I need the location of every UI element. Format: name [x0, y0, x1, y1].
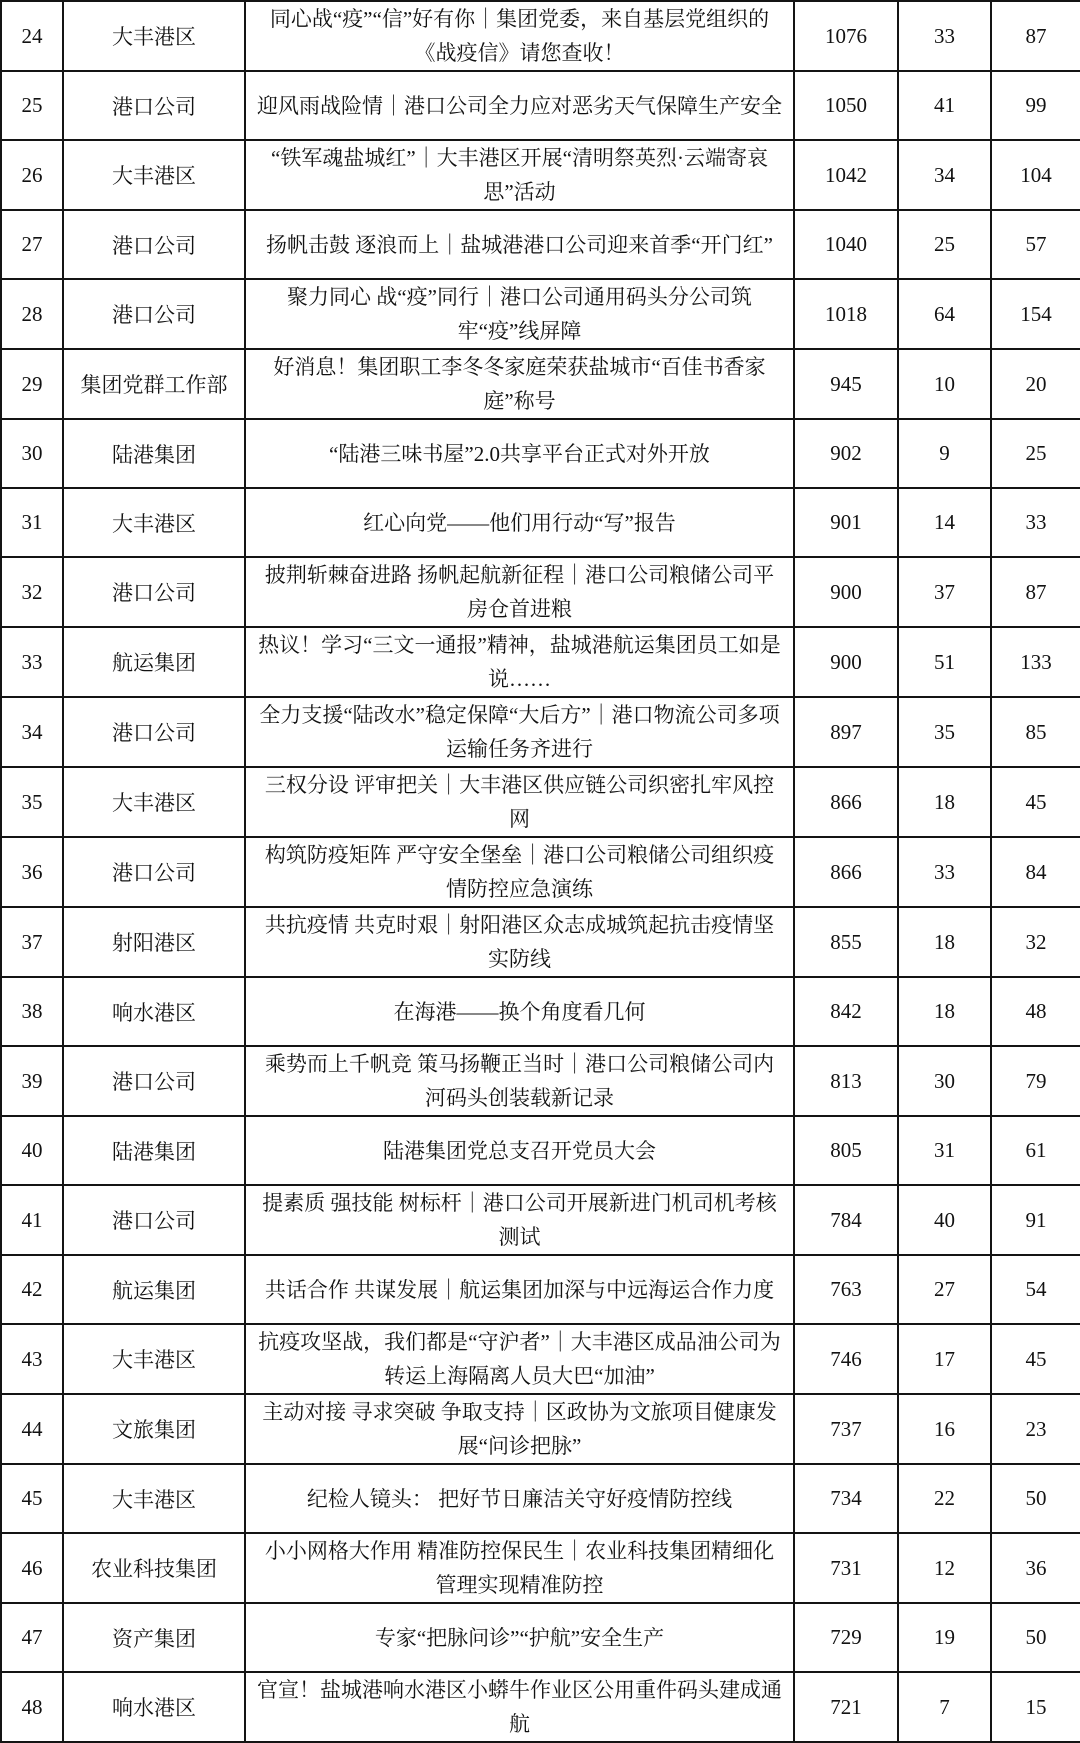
count-cell-1: 1076 [794, 1, 898, 71]
article-title-cell: 热议！学习“三文一通报”精神，盐城港航运集团员工如是说…… [245, 627, 794, 697]
department-cell: 港口公司 [63, 1046, 245, 1116]
count-cell-3: 15 [991, 1672, 1080, 1742]
count-cell-1: 734 [794, 1464, 898, 1533]
article-title-cell: 披荆斩棘奋进路 扬帆起航新征程｜港口公司粮储公司平房仓首进粮 [245, 557, 794, 627]
article-title-cell: 迎风雨战险情｜港口公司全力应对恶劣天气保障生产安全 [245, 71, 794, 140]
table-row [1, 279, 1080, 349]
count-cell-1: 729 [794, 1603, 898, 1672]
department-cell: 大丰港区 [63, 140, 245, 210]
article-title-cell: 主动对接 寻求突破 争取支持｜区政协为文旅项目健康发展“问诊把脉” [245, 1394, 794, 1464]
department-cell: 响水港区 [63, 977, 245, 1046]
article-title-cell: 扬帆击鼓 逐浪而上｜盐城港港口公司迎来首季“开门红” [245, 210, 794, 279]
table-row [1, 1464, 1080, 1533]
count-cell-2: 25 [898, 210, 991, 279]
count-cell-2: 41 [898, 71, 991, 140]
department-cell: 响水港区 [63, 1672, 245, 1742]
article-title-cell: 在海港——换个角度看几何 [245, 977, 794, 1046]
article-title-cell: 共话合作 共谋发展｜航运集团加深与中远海运合作力度 [245, 1255, 794, 1324]
rank-cell: 42 [1, 1255, 63, 1324]
count-cell-3: 154 [991, 279, 1080, 349]
count-cell-1: 900 [794, 557, 898, 627]
department-cell: 大丰港区 [63, 767, 245, 837]
rank-cell: 38 [1, 977, 63, 1046]
count-cell-1: 900 [794, 627, 898, 697]
count-cell-3: 87 [991, 557, 1080, 627]
article-title-cell: 陆港集团党总支召开党员大会 [245, 1116, 794, 1185]
count-cell-1: 721 [794, 1672, 898, 1742]
count-cell-1: 805 [794, 1116, 898, 1185]
count-cell-1: 866 [794, 837, 898, 907]
table-row [1, 1603, 1080, 1672]
article-title-cell: 乘势而上千帆竞 策马扬鞭正当时｜港口公司粮储公司内河码头创装载新记录 [245, 1046, 794, 1116]
department-cell: 文旅集团 [63, 1394, 245, 1464]
rank-cell: 45 [1, 1464, 63, 1533]
count-cell-2: 18 [898, 767, 991, 837]
table-row [1, 767, 1080, 837]
table-row [1, 837, 1080, 907]
table-row [1, 1, 1080, 71]
count-cell-3: 25 [991, 419, 1080, 488]
rank-cell: 29 [1, 349, 63, 419]
count-cell-3: 99 [991, 71, 1080, 140]
count-cell-2: 40 [898, 1185, 991, 1255]
count-cell-1: 746 [794, 1324, 898, 1394]
count-cell-2: 12 [898, 1533, 991, 1603]
count-cell-3: 54 [991, 1255, 1080, 1324]
count-cell-3: 33 [991, 488, 1080, 557]
table-row [1, 1116, 1080, 1185]
table-row [1, 1046, 1080, 1116]
article-title-cell: 全力支援“陆改水”稳定保障“大后方”｜港口物流公司多项运输任务齐进行 [245, 697, 794, 767]
count-cell-2: 33 [898, 1, 991, 71]
department-cell: 航运集团 [63, 1255, 245, 1324]
count-cell-2: 27 [898, 1255, 991, 1324]
count-cell-1: 763 [794, 1255, 898, 1324]
count-cell-3: 85 [991, 697, 1080, 767]
rank-cell: 31 [1, 488, 63, 557]
count-cell-2: 16 [898, 1394, 991, 1464]
table-row [1, 419, 1080, 488]
count-cell-1: 902 [794, 419, 898, 488]
count-cell-2: 30 [898, 1046, 991, 1116]
count-cell-3: 23 [991, 1394, 1080, 1464]
article-title-cell: “陆港三味书屋”2.0共享平台正式对外开放 [245, 419, 794, 488]
rank-cell: 28 [1, 279, 63, 349]
article-title-cell: 红心向党——他们用行动“写”报告 [245, 488, 794, 557]
article-title-cell: 共抗疫情 共克时艰｜射阳港区众志成城筑起抗击疫情坚实防线 [245, 907, 794, 977]
count-cell-3: 87 [991, 1, 1080, 71]
rank-cell: 26 [1, 140, 63, 210]
count-cell-1: 855 [794, 907, 898, 977]
count-cell-1: 731 [794, 1533, 898, 1603]
count-cell-3: 50 [991, 1603, 1080, 1672]
count-cell-2: 17 [898, 1324, 991, 1394]
department-cell: 陆港集团 [63, 419, 245, 488]
count-cell-1: 901 [794, 488, 898, 557]
article-title-cell: 构筑防疫矩阵 严守安全堡垒｜港口公司粮储公司组织疫情防控应急演练 [245, 837, 794, 907]
rank-cell: 33 [1, 627, 63, 697]
table-row [1, 140, 1080, 210]
count-cell-1: 813 [794, 1046, 898, 1116]
article-title-cell: 纪检人镜头： 把好节日廉洁关守好疫情防控线 [245, 1464, 794, 1533]
count-cell-3: 104 [991, 140, 1080, 210]
count-cell-3: 84 [991, 837, 1080, 907]
rank-cell: 25 [1, 71, 63, 140]
count-cell-1: 1018 [794, 279, 898, 349]
rank-cell: 43 [1, 1324, 63, 1394]
department-cell: 大丰港区 [63, 1324, 245, 1394]
table-row [1, 488, 1080, 557]
article-title-cell: 官宣！盐城港响水港区小蟒牛作业区公用重件码头建成通航 [245, 1672, 794, 1742]
article-title-cell: 同心战“疫”“信”好有你｜集团党委，来自基层党组织的《战疫信》请您查收！ [245, 1, 794, 71]
count-cell-1: 784 [794, 1185, 898, 1255]
department-cell: 大丰港区 [63, 1464, 245, 1533]
department-cell: 港口公司 [63, 1185, 245, 1255]
department-cell: 大丰港区 [63, 1, 245, 71]
count-cell-2: 18 [898, 977, 991, 1046]
table-row [1, 627, 1080, 697]
count-cell-3: 57 [991, 210, 1080, 279]
table-row [1, 907, 1080, 977]
department-cell: 陆港集团 [63, 1116, 245, 1185]
count-cell-1: 897 [794, 697, 898, 767]
count-cell-2: 34 [898, 140, 991, 210]
article-title-cell: 提素质 强技能 树标杆｜港口公司开展新进门机司机考核测试 [245, 1185, 794, 1255]
count-cell-1: 737 [794, 1394, 898, 1464]
table-body [1, 1, 1080, 1742]
rank-cell: 48 [1, 1672, 63, 1742]
rank-cell: 44 [1, 1394, 63, 1464]
rank-cell: 47 [1, 1603, 63, 1672]
table-row [1, 349, 1080, 419]
department-cell: 港口公司 [63, 71, 245, 140]
department-cell: 大丰港区 [63, 488, 245, 557]
count-cell-2: 64 [898, 279, 991, 349]
count-cell-2: 7 [898, 1672, 991, 1742]
department-cell: 港口公司 [63, 837, 245, 907]
table-row [1, 557, 1080, 627]
rank-cell: 27 [1, 210, 63, 279]
count-cell-1: 1050 [794, 71, 898, 140]
table-row [1, 1533, 1080, 1603]
rank-cell: 34 [1, 697, 63, 767]
count-cell-3: 79 [991, 1046, 1080, 1116]
table-row [1, 1255, 1080, 1324]
rank-cell: 39 [1, 1046, 63, 1116]
count-cell-2: 14 [898, 488, 991, 557]
count-cell-3: 50 [991, 1464, 1080, 1533]
count-cell-1: 842 [794, 977, 898, 1046]
article-title-cell: 专家“把脉问诊”“护航”安全生产 [245, 1603, 794, 1672]
count-cell-3: 48 [991, 977, 1080, 1046]
count-cell-3: 133 [991, 627, 1080, 697]
table-row [1, 1185, 1080, 1255]
count-cell-3: 91 [991, 1185, 1080, 1255]
count-cell-3: 32 [991, 907, 1080, 977]
count-cell-1: 1040 [794, 210, 898, 279]
rank-cell: 41 [1, 1185, 63, 1255]
rank-cell: 37 [1, 907, 63, 977]
department-cell: 农业科技集团 [63, 1533, 245, 1603]
count-cell-2: 51 [898, 627, 991, 697]
article-title-cell: “铁军魂盐城红”｜大丰港区开展“清明祭英烈·云端寄哀思”活动 [245, 140, 794, 210]
count-cell-2: 19 [898, 1603, 991, 1672]
count-cell-3: 45 [991, 767, 1080, 837]
department-cell: 资产集团 [63, 1603, 245, 1672]
count-cell-2: 22 [898, 1464, 991, 1533]
table-row [1, 697, 1080, 767]
table-row [1, 71, 1080, 140]
department-cell: 集团党群工作部 [63, 349, 245, 419]
rank-cell: 46 [1, 1533, 63, 1603]
count-cell-3: 20 [991, 349, 1080, 419]
article-title-cell: 好消息！集团职工李冬冬家庭荣获盐城市“百佳书香家庭”称号 [245, 349, 794, 419]
table-row [1, 210, 1080, 279]
article-title-cell: 三权分设 评审把关｜大丰港区供应链公司织密扎牢风控网 [245, 767, 794, 837]
rank-cell: 35 [1, 767, 63, 837]
article-title-cell: 抗疫攻坚战，我们都是“守沪者”｜大丰港区成品油公司为转运上海隔离人员大巴“加油” [245, 1324, 794, 1394]
count-cell-2: 18 [898, 907, 991, 977]
rank-cell: 24 [1, 1, 63, 71]
department-cell: 航运集团 [63, 627, 245, 697]
count-cell-2: 31 [898, 1116, 991, 1185]
department-cell: 港口公司 [63, 557, 245, 627]
count-cell-1: 945 [794, 349, 898, 419]
count-cell-2: 37 [898, 557, 991, 627]
department-cell: 港口公司 [63, 210, 245, 279]
count-cell-1: 866 [794, 767, 898, 837]
count-cell-1: 1042 [794, 140, 898, 210]
article-title-cell: 小小网格大作用 精准防控保民生｜农业科技集团精细化管理实现精准防控 [245, 1533, 794, 1603]
rank-cell: 36 [1, 837, 63, 907]
department-cell: 射阳港区 [63, 907, 245, 977]
count-cell-3: 61 [991, 1116, 1080, 1185]
table-row [1, 977, 1080, 1046]
table-row [1, 1394, 1080, 1464]
count-cell-2: 10 [898, 349, 991, 419]
rank-cell: 30 [1, 419, 63, 488]
count-cell-2: 35 [898, 697, 991, 767]
department-cell: 港口公司 [63, 279, 245, 349]
rank-cell: 32 [1, 557, 63, 627]
rank-cell: 40 [1, 1116, 63, 1185]
table-row [1, 1324, 1080, 1394]
article-title-cell: 聚力同心 战“疫”同行｜港口公司通用码头分公司筑牢“疫”线屏障 [245, 279, 794, 349]
count-cell-2: 9 [898, 419, 991, 488]
count-cell-3: 45 [991, 1324, 1080, 1394]
count-cell-3: 36 [991, 1533, 1080, 1603]
count-cell-2: 33 [898, 837, 991, 907]
table-row [1, 1672, 1080, 1742]
department-cell: 港口公司 [63, 697, 245, 767]
